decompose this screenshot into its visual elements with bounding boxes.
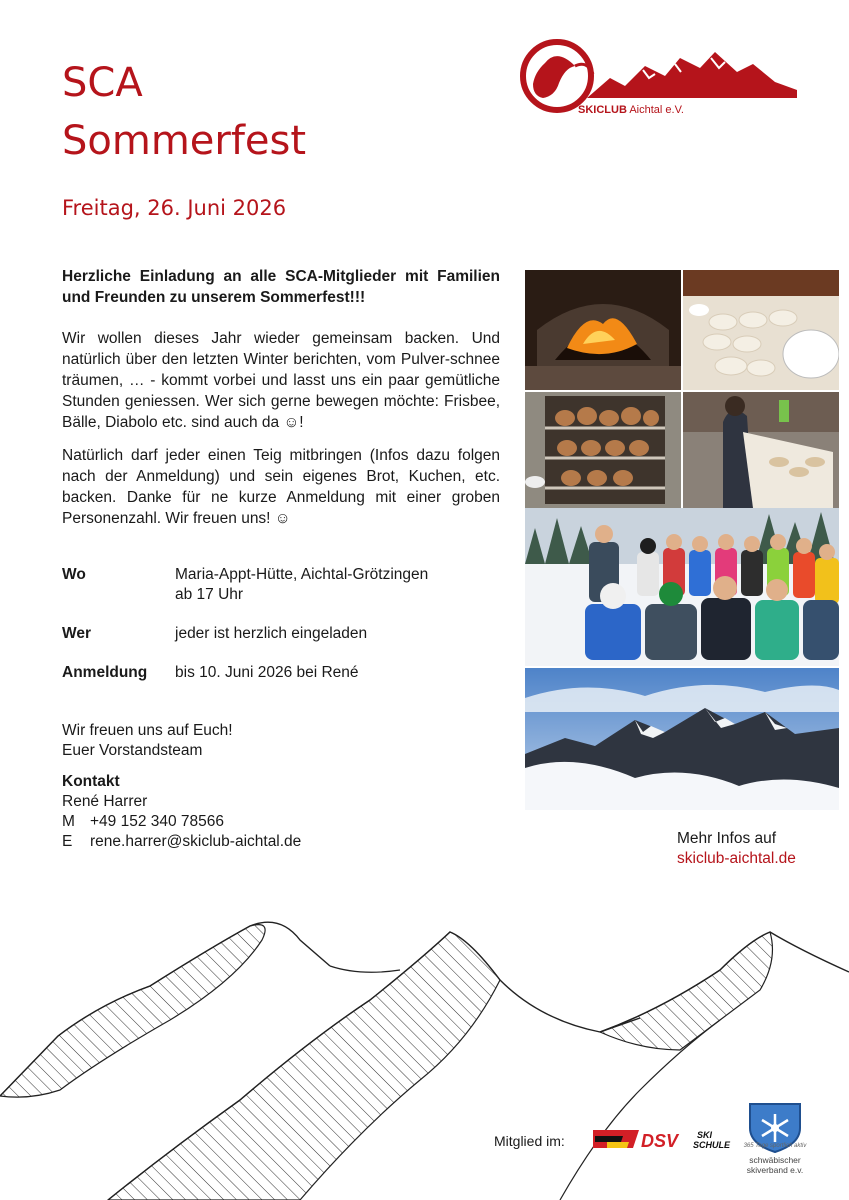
bread-shelf-photo xyxy=(525,392,681,508)
alpine-panorama-photo xyxy=(525,668,839,810)
detail-label-anmeldung: Anmeldung xyxy=(62,664,148,681)
photo-collage xyxy=(525,270,839,810)
paragraph-dough: Natürlich darf jeder einen Teig mitbringen (Infos dazu folgen nach der Anmeldung) und sein eigenes Brot, Kuchen, etc. backen. Danke für ne kurze Anmeldung mit einer groben Personenzahl. Wir freuen uns! ☺ xyxy=(62,447,500,527)
detail-label-wo: Wo xyxy=(62,566,86,583)
dough-table-photo xyxy=(683,270,839,390)
more-info xyxy=(677,829,796,869)
svg-text:SCHULE: SCHULE xyxy=(693,1140,731,1150)
contact-name: René Harrer xyxy=(62,793,148,810)
ssv-caption: schwäbischer skiverband e.v. xyxy=(746,1155,804,1175)
pizza-oven-photo xyxy=(525,270,681,390)
detail-value-wer: jeder ist herzlich eingeladen xyxy=(175,625,368,642)
website-link[interactable]: skiclub-aichtal.de xyxy=(677,850,796,867)
detail-label-wer: Wer xyxy=(62,625,92,642)
more-info-text: Mehr Infos auf xyxy=(677,830,777,847)
member-label: Mitglied im: xyxy=(494,1133,565,1149)
dsv-skischule-logo xyxy=(593,1126,741,1152)
ski-group-photo xyxy=(525,508,839,666)
svg-text:SKI: SKI xyxy=(697,1130,713,1140)
title-line-1: SCA xyxy=(62,60,143,106)
paragraph-baking: Wir wollen dieses Jahr wieder gemeinsam backen. Und natürlich über den letzten Winter berichten, vom Pulver-schnee träumen, … - kommt vorbei und lasst uns ein paar gemütliche Stunden geniessen. Wer sich gerne bewegen möchte: Frisbee, Bälle, Diabolo etc. sind auch da ☺! xyxy=(62,330,500,431)
contact-heading: Kontakt xyxy=(62,773,120,790)
intro-text: Herzliche Einladung an alle SCA-Mitglieder mit Familien und Freunden zu unserem Sommerfest!!! xyxy=(62,268,500,306)
contact-block xyxy=(62,772,301,852)
bakers-photo xyxy=(683,392,839,508)
logo-caption: SKICLUB Aichtal e.V. xyxy=(578,104,684,116)
closing-text: Wir freuen uns auf Euch! Euer Vorstandsteam xyxy=(62,722,233,759)
ssv-slogan: 365 Tage sportlich aktiv xyxy=(743,1143,807,1149)
mountain-line-drawing xyxy=(0,900,849,1200)
svg-text:DSV: DSV xyxy=(641,1131,679,1151)
title-line-2: Sommerfest xyxy=(62,118,307,164)
contact-email[interactable]: E rene.harrer@skiclub-aichtal.de xyxy=(62,833,302,850)
detail-value-wo: Maria-Appt-Hütte, Aichtal-Grötzingen ab 17 Uhr xyxy=(175,566,429,603)
contact-phone: M +49 152 340 78566 xyxy=(62,813,225,830)
detail-value-anmeldung: bis 10. Juni 2026 bei René xyxy=(175,664,359,681)
event-date: Freitag, 26. Juni 2026 xyxy=(62,196,287,220)
